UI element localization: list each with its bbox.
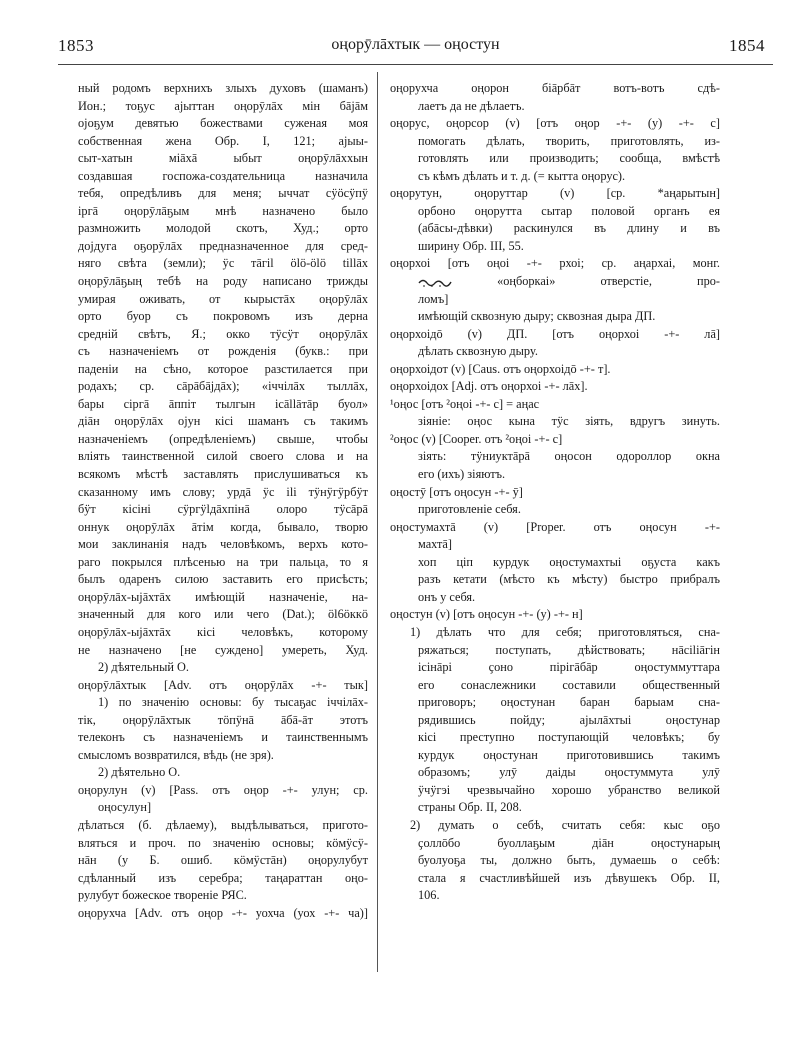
- text-line: ісінāрі ҫоно пірігāбāр оңостуммуттара: [418, 660, 720, 675]
- text-line: ный родомъ верхнихъ злыхъ духовъ (шаманъ): [78, 81, 368, 95]
- text-line: сдѣланный изъ серебра; таңараттан оңо-: [78, 870, 368, 885]
- text-line: оңорухча оңорон біāрбāт вотъ-вотъ сдѣ-: [390, 81, 720, 95]
- text-line: оңостӯ [отъ оңосун -+- ӯ]: [390, 484, 523, 499]
- text-line: паденіи на сѣно, которое разстилается при: [78, 361, 368, 376]
- text-line: мои заклинанія надъ человѣкомъ, верхъ кото-: [78, 537, 368, 552]
- text-line: образомъ; улӯ даіды оңостуммута улӯ: [418, 765, 720, 780]
- text-line: тік, оңорӯлāхтык тöпӱнā āбā-āт этотъ: [78, 712, 368, 727]
- text-line: страны Обр. II, 208.: [418, 800, 522, 815]
- mongolian-script-glyph: [418, 276, 452, 288]
- text-line: раго покрылся плѣсенью на три пальца, то я: [78, 554, 368, 569]
- text-line: приготовленіе себя.: [418, 502, 521, 517]
- text-line: оңорӯлāх-ыjāхтāх имѣющій назначеніе, на-: [78, 589, 368, 604]
- text-line: былъ одаренъ силою заставить его присѣсть;: [78, 572, 368, 587]
- text-line: 106.: [418, 888, 440, 903]
- text-line: [390, 273, 720, 291]
- text-line: создавшая госпожа-создательница назначила: [78, 168, 368, 183]
- text-line: разъ кетати (мѣсто къ мѣсту) быстро прибралъ: [418, 572, 720, 587]
- text-line: съ назначеніемъ от рожденія (букв.: при: [78, 344, 368, 359]
- text-line: вліять таинственной силой своего слова и на: [78, 449, 368, 464]
- text-line: стала я счастливѣйшей изъ дѣвушекъ Обр. II,: [418, 870, 720, 885]
- text-line: его сонаслежники составили общественный: [418, 677, 720, 692]
- text-line: назначеніемъ (опредѣленіемъ) свыше, чтобы: [78, 431, 368, 446]
- text-line: смысломъ возвратился, вѣдь (не зря).: [78, 747, 274, 762]
- text-line: приговоръ; оңостунан баран барыам сна-: [418, 695, 720, 710]
- text-line: оjоҕум девятью божествами суженая моя: [78, 116, 368, 131]
- text-line: оңорӯлāхтык [Adv. отъ оңорӯлāх -+- тык]: [78, 677, 368, 692]
- text-line: умирая оживать, от кырыстāх оңорӯлāх: [78, 291, 368, 306]
- text-line: готовлять или производить; сообща, вмѣстѣ: [418, 151, 720, 166]
- text-line: кісі преступно поступающій человѣкъ; бу: [418, 730, 720, 745]
- text-line: оңорухча [Adv. отъ оңор -+- уохча (уох -+- ча)]: [78, 905, 368, 920]
- text-line: оңорхоідō (v) ДП. [отъ оңорхоі -+- лā]: [390, 326, 720, 341]
- text-line: онъ у себя.: [418, 589, 476, 604]
- text-line: 2) дѣятельно О.: [98, 765, 181, 780]
- running-title: оңорӯлāхтык — оңостун: [331, 36, 500, 53]
- text-line: рулубут божеское твореніе РЯС.: [78, 888, 247, 903]
- right-column: [390, 80, 720, 905]
- column-divider: [377, 72, 378, 972]
- text-line: нāн (у Б. ошиб. кӧмӱстāн) оңорулубут: [78, 853, 368, 868]
- text-line: оңорхоі [отъ оңоі -+- рхоі; ср. аңархаі, монг.: [390, 256, 720, 271]
- text-line: 1) дѣлать что для себя; приготовляться, сна-: [410, 624, 720, 639]
- text-line: Ион.; тоҕус аjыттан оңорӯлāх мін бājāм: [78, 98, 368, 113]
- text-line: родахъ; ср. сāрāбājдāх); «іччілāх тыллāх,: [78, 379, 368, 394]
- text-line: сказанному имъ слову; урдā ӱс іlі тӱнӱгӱрбӱт: [78, 484, 368, 499]
- page-number-left: 1853: [58, 36, 94, 55]
- text-line: (абāсы-дѣвки) раскинулся въ длину и въ: [418, 221, 720, 236]
- line-text: «оңборкаі» отверстіе, про-: [452, 274, 720, 289]
- text-line: 1) по значенію основы: бу тысаҕас іччілāх-: [98, 695, 368, 710]
- text-line: дѣлать сквозную дыру.: [418, 344, 538, 359]
- left-column: [78, 80, 368, 922]
- text-line: ӱчӱгэі чрезвычайно хорошо убранство великой: [418, 782, 720, 797]
- dictionary-page: [58, 20, 773, 1020]
- text-line: орто буор съ покровомъ изъ дерна: [78, 309, 368, 324]
- text-line: вляться и проч. по значенію основы; кӧмӱсӱ-: [78, 835, 368, 850]
- text-line: ломъ]: [418, 291, 449, 306]
- text-line: буолуоҕа ты, должно быть, думаешь о себѣ:: [418, 853, 720, 868]
- text-line: оңорхоідох [Adj. отъ оңорхоі -+- лāх].: [390, 379, 588, 394]
- text-line: лаетъ да не дѣлаетъ.: [418, 98, 525, 113]
- text-line: бӱт кісіні сӱргӱlдāхпінā олоро тӱсāрā: [78, 502, 368, 517]
- text-line: ряжаться; поступать, дѣйствовать; нāсіlіāгін: [418, 642, 720, 657]
- text-line: собственная жена Обр. I, 121; аjыы-: [78, 133, 368, 148]
- text-line: зіяніе: оңос кына тӱс зіять, вдругъ зинуть.: [418, 414, 720, 429]
- text-line: махтā]: [418, 537, 452, 552]
- text-line: помогать дѣлать, творить, приготовлять, из-: [418, 133, 720, 148]
- text-line: оңорулун (v) [Pass. отъ оңор -+- улун; ср.: [78, 782, 368, 797]
- text-line: ¹оңос [отъ ²оңоі -+- с] = аңас: [390, 396, 540, 411]
- text-line: сыт-хатын міāхā ыбыт оңорӯлāххын: [78, 151, 368, 166]
- text-line: телеконъ съ назначеніемъ и таинственнымъ: [78, 730, 368, 745]
- text-line: іргā оңорӯлāҕым мнѣ назначено было: [78, 203, 368, 218]
- text-line: не назначено [не суждено] умереть, Худ.: [78, 642, 368, 657]
- text-line: оңорутун, оңоруттар (v) [ср. *аңарытын]: [390, 186, 720, 201]
- text-line: хоп ціп курдук оңостумахтыі оҕуста какъ: [418, 554, 720, 569]
- text-line: орбоно оңорутта сытар половой органъ ея: [418, 203, 720, 218]
- text-line: оңорӯлāх-ыjāхтāх кісі человѣкъ, которому: [78, 624, 368, 639]
- text-line: оңорӯлāҕың тебѣ на роду написано трижды: [78, 274, 368, 289]
- text-line: доjдуга оҕорӯлāх предназначенное для сред-: [78, 238, 368, 253]
- text-line: ²оңос (v) [Cooper. отъ ²оңоі -+- с]: [390, 431, 563, 446]
- text-line: оңостун (v) [отъ оңосун -+- (у) -+- н]: [390, 607, 583, 622]
- text-line: бары сіргā āппіт тылгын ісāllāтāр буол»: [78, 396, 368, 411]
- text-line: ширину Обр. III, 55.: [418, 238, 524, 253]
- text-line: съ кѣмъ дѣлать и т. д. (= кытта оңорус).: [418, 168, 626, 183]
- text-line: значенный для кого или чего (Dat.); öl6ӧккӧ: [78, 607, 368, 622]
- text-line: всякомъ мѣстѣ заставлять прислушиваться къ: [78, 467, 368, 482]
- header-rule: [58, 64, 773, 65]
- page-number-right: 1854: [729, 36, 765, 55]
- text-line: 2) думать о себѣ, считать себя: кыс оҕо: [410, 817, 720, 832]
- text-line: 2) дѣятельный О.: [98, 660, 189, 675]
- text-line: зіять: тӱниуктāрā оңосон одороллор окна: [418, 449, 720, 464]
- text-line: размножить молодой скотъ, Худ.; орто: [78, 221, 368, 236]
- text-line: рядившись пойду; аjылāхтыі оңостунар: [418, 712, 720, 727]
- text-line: оңорус, оңорсор (v) [отъ оңор -+- (у) -+- с]: [390, 116, 720, 131]
- running-header: [58, 36, 773, 58]
- text-line: оңостумахтā (v) [Proper. отъ оңосун -+-: [390, 519, 720, 534]
- text-line: няго свѣта (земли); ӱс тāгіl ölö-ölö tillāх: [78, 256, 368, 271]
- text-line: курдук оңостунан приготовившись такимъ: [418, 747, 720, 762]
- text-line: средній свѣтъ, Я.; окко тӱсӱт оңорӯлāх: [78, 326, 368, 341]
- text-line: дiāн оңорӯлāх оjун кісі шаманъ съ такимъ: [78, 414, 368, 429]
- text-line: оннук оңорӯлāх āтім когда, бывало, творю: [78, 519, 368, 534]
- text-line: дѣлаться (б. дѣлаему), выдѣлываться, пригото-: [78, 817, 368, 832]
- text-line: оңорхоідот (v) [Caus. отъ оңорхоідō -+- т].: [390, 361, 611, 376]
- text-line: оңосулун]: [98, 800, 152, 815]
- text-line: тебя, опредѣливъ для меня; ыччат сӱöсӱпӱ: [78, 186, 368, 201]
- text-line: имѣющій сквозную дыру; сквозная дыра ДП.: [418, 309, 656, 324]
- text-line: его (ихъ) зіяютъ.: [418, 467, 506, 482]
- text-line: ҫоллōбо буоллаҕым діāн оңостунарың: [418, 835, 720, 850]
